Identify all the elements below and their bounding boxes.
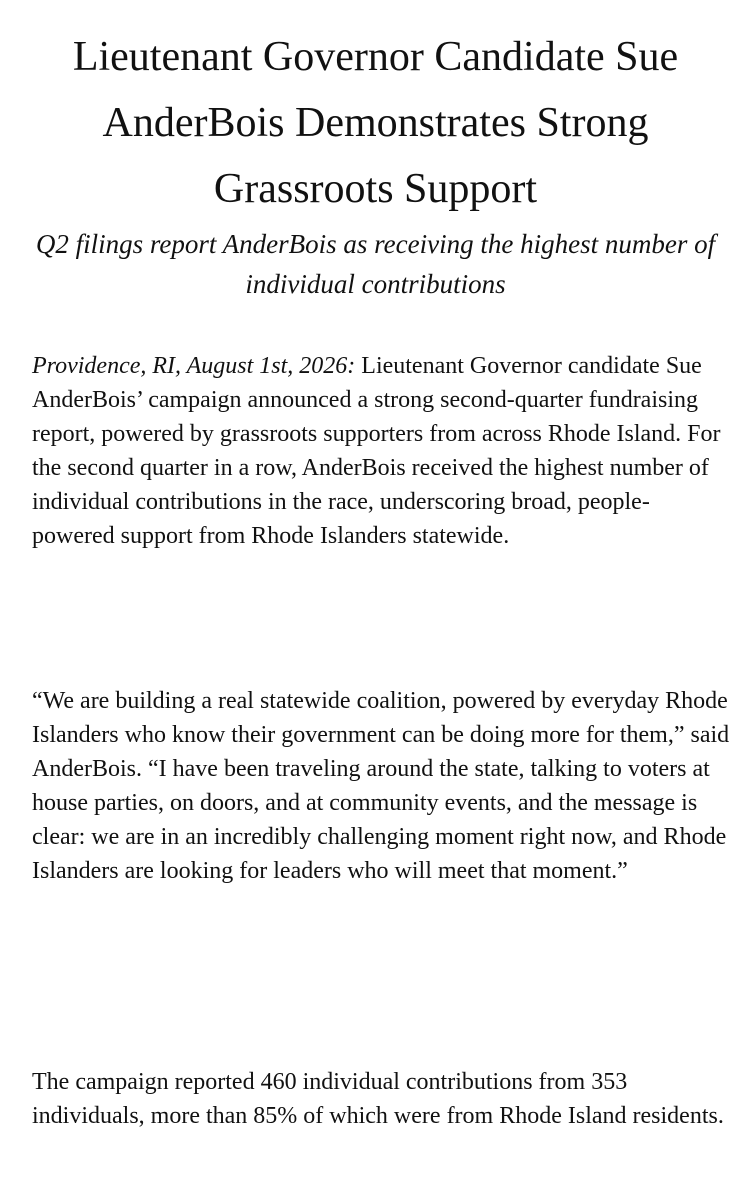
subheadline: Q2 filings report AnderBois as receiving the highest number of individual contributions xyxy=(35,229,716,299)
paragraph-2-quote: “We are building a real statewide coalition, powered by everyday Rhode Islanders who know their government can be doing more for them,” said AnderBois. “I have been traveling around the state, talking to voters at house parties, on doors, and at community events, and the message is clear: we are in an incredibly challenging moment right now, and Rhode Islanders are looking for leaders who will meet that moment.” xyxy=(32,688,730,884)
paragraph-3: The campaign reported 460 individual contributions from 353 individuals, more than 85% of which were from Rhode Island residents. xyxy=(32,1069,724,1129)
paragraph-1 xyxy=(32,349,732,553)
dateline: Providence, RI, August 1st, 2026: xyxy=(32,353,356,379)
paragraph-1-text: Lieutenant Governor candidate Sue AnderBois’ campaign announced a strong second-quarter fundraising report, powered by grassroots supporters from across Rhode Island. For the second quarter in a row, AnderBois received the highest number of individual contributions in the race, underscoring broad, people-powered support from Rhode Islanders statewide. xyxy=(32,353,721,549)
headline: Lieutenant Governor Candidate Sue AnderBois Demonstrates Strong Grassroots Support xyxy=(72,34,679,212)
